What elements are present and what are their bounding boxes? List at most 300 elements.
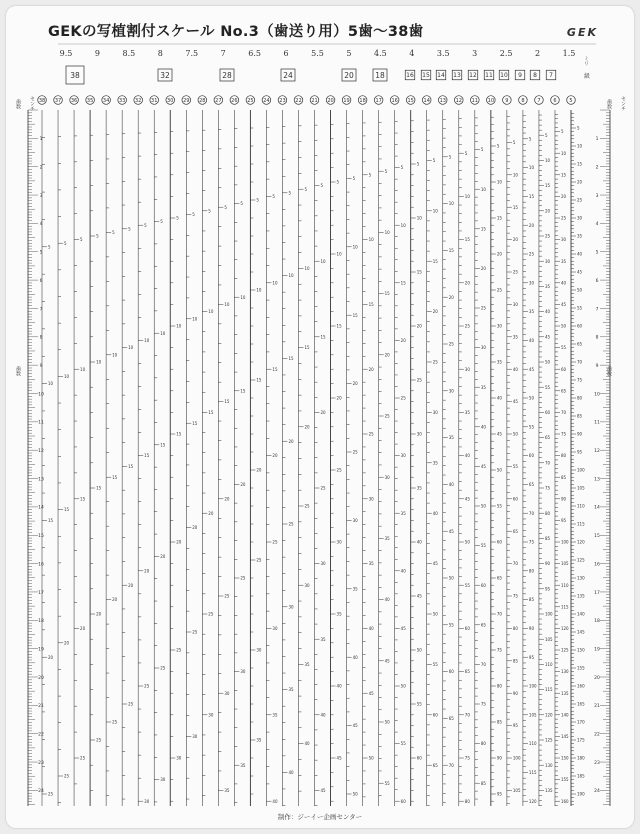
tooth-count-label: 19 <box>343 98 350 105</box>
scale-tick-label: 55 <box>464 582 470 588</box>
scale-tick-label: 25 <box>352 449 358 455</box>
scale-tick-label: 60 <box>560 366 567 372</box>
scale-tick-label: 75 <box>464 755 470 761</box>
scale-tick-label: 35 <box>240 762 246 768</box>
scale-tick-label: 75 <box>496 647 502 653</box>
right-ruler-cm-label: 2 <box>595 165 599 171</box>
right-ruler-cm-label: 3 <box>595 193 599 199</box>
scale-tick-label: 110 <box>577 503 585 509</box>
scale-tick-label: 35 <box>384 536 390 541</box>
scale-tick-label: 65 <box>512 528 518 534</box>
scale-tick-label: 50 <box>368 755 374 761</box>
mm-value-label: 1.5 <box>562 49 576 58</box>
left-ruler-bottom-label: 歯数 <box>15 366 21 376</box>
mm-value-label: 5.5 <box>311 49 324 58</box>
scale-tick-label: 90 <box>496 755 502 761</box>
scale-tick-label: 60 <box>528 453 535 459</box>
left-ruler-cm-label: 17 <box>38 590 44 596</box>
scale-tick-label: 20 <box>320 410 326 415</box>
scale-tick-label: 15 <box>336 323 342 329</box>
scale-tick-label: 35 <box>512 334 518 340</box>
tooth-count-label: 26 <box>231 98 238 105</box>
scale-tick-label: 70 <box>496 611 502 617</box>
scale-tick-label: 125 <box>560 647 569 653</box>
right-ruler-cm-label: 1 <box>595 137 599 143</box>
left-ruler-cm-label: 6 <box>39 278 43 284</box>
left-ruler-cm-label: 18 <box>38 619 44 625</box>
scale-tick-label: 15 <box>480 226 486 232</box>
tooth-count-label: 8 <box>521 98 525 105</box>
scale-tick-label: 100 <box>544 611 553 617</box>
scale-tick-label: 10 <box>208 309 214 315</box>
scale-tick-label: 40 <box>464 453 470 459</box>
scale-tick-label: 50 <box>512 431 518 437</box>
scale-tick-label: 15 <box>288 356 294 361</box>
scale-tick-label: 25 <box>432 359 438 365</box>
scale-tick-label: 10 <box>112 352 118 358</box>
scale-tick-label: 15 <box>144 453 150 459</box>
scale-tick-label: 30 <box>560 237 567 243</box>
scale-tick-label: 35 <box>288 687 294 693</box>
scale-tick-label: 110 <box>528 741 537 747</box>
scale-tick-label: 20 <box>288 438 294 444</box>
left-ruler-cm-label: 22 <box>38 732 44 738</box>
tooth-count-label: 7 <box>537 98 541 105</box>
tooth-count-label: 11 <box>471 98 479 105</box>
scale-tick-label: 50 <box>544 359 551 365</box>
scale-tick-label: 100 <box>528 683 537 689</box>
scale-tick-label: 90 <box>577 431 583 437</box>
scale-tick-label: 25 <box>176 647 182 653</box>
scale-tick-label: 5 <box>480 147 484 153</box>
scale-tick-label: 50 <box>560 323 567 329</box>
scale-tick-label: 120 <box>528 798 537 804</box>
mm-value-label: 4.5 <box>374 49 387 58</box>
scale-tick-label: 15 <box>256 377 262 383</box>
scale-tick-label: 105 <box>528 712 537 718</box>
scale-tick-label: 30 <box>256 647 262 653</box>
tooth-count-label: 35 <box>86 98 94 105</box>
right-ruler-side-label: センチ <box>620 96 626 111</box>
scale-tick-label: 30 <box>288 604 294 610</box>
scale-tick-label: 5 <box>496 143 500 149</box>
scale-tick-label: 10 <box>256 287 262 293</box>
scale-tick-label: 125 <box>577 557 585 563</box>
right-ruler-cm-label: 19 <box>594 647 600 653</box>
scale-tick-label: 55 <box>528 424 535 430</box>
scale-tick-label: 55 <box>480 543 486 549</box>
scale-tick-label: 100 <box>560 539 569 545</box>
scale-tick-label: 10 <box>144 338 150 343</box>
left-ruler-cm-label: 13 <box>38 477 44 483</box>
scale-tick-label: 20 <box>480 266 486 271</box>
footer-credit: 制作：ジーイー企画センター <box>277 813 363 821</box>
scale-tick-label: 25 <box>304 503 310 509</box>
scale-tick-label: 15 <box>577 161 583 167</box>
mm-value-label: 4 <box>409 49 415 58</box>
scale-tick-label: 45 <box>464 496 470 502</box>
scale-tick-label: 50 <box>464 539 470 545</box>
scale-tick-label: 60 <box>400 798 406 804</box>
scale-tick-label: 35 <box>544 284 551 289</box>
scale-tick-label: 10 <box>48 381 54 387</box>
left-ruler-cm-label: 16 <box>38 562 44 568</box>
size-box-label: 24 <box>283 71 293 80</box>
mm-value-label: 8 <box>157 49 163 58</box>
scale-tick-label: 20 <box>256 467 262 473</box>
scale-tick-label: 30 <box>512 302 518 307</box>
scale-tick-label: 15 <box>96 485 102 491</box>
left-ruler-cm-label: 19 <box>38 647 44 653</box>
scale-tick-label: 80 <box>544 510 551 516</box>
right-ruler-cm-label: 7 <box>595 307 599 313</box>
size-box-label: 13 <box>453 72 461 80</box>
scale-tick-label: 30 <box>496 323 502 329</box>
tooth-count-label: 18 <box>359 98 366 105</box>
scale-tick-label: 10 <box>400 222 406 228</box>
scale-tick-label: 10 <box>432 208 438 214</box>
scale-tick-label: 30 <box>448 388 454 394</box>
size-box-label: 20 <box>344 71 354 80</box>
scale-tick-label: 95 <box>544 586 551 592</box>
scale-tick-label: 20 <box>48 654 54 660</box>
right-ruler-cm-label: 17 <box>594 590 600 596</box>
tooth-count-label: 27 <box>215 98 222 105</box>
left-ruler-cm-label: 23 <box>38 760 44 766</box>
scale-tick-label: 25 <box>224 593 230 599</box>
scale-tick-label: 5 <box>368 172 372 178</box>
scale-tick-label: 30 <box>480 345 486 351</box>
scale-tick-label: 5 <box>288 190 292 196</box>
scale-tick-label: 70 <box>512 561 518 567</box>
scale-tick-label: 35 <box>496 359 502 365</box>
scale-tick-label: 85 <box>528 597 535 603</box>
scale-tick-label: 30 <box>160 777 166 783</box>
scale-tick-label: 150 <box>577 647 585 653</box>
scale-tick-label: 30 <box>544 258 551 264</box>
scale-tick-label: 170 <box>577 719 585 725</box>
scale-tick-label: 5 <box>272 194 275 199</box>
scale-tick-label: 10 <box>528 165 535 171</box>
size-box-label: 32 <box>160 71 170 80</box>
size-box-label: 8 <box>533 72 537 80</box>
scale-tick-label: 75 <box>560 431 567 437</box>
scale-tick-label: 5 <box>240 201 243 207</box>
scale-tick-label: 10 <box>544 158 551 163</box>
scale-tick-label: 25 <box>208 611 214 617</box>
scale-tick-label: 50 <box>352 791 358 797</box>
scale-tick-label: 80 <box>480 741 486 747</box>
scale-tick-label: 75 <box>528 539 535 545</box>
left-ruler-cm-label: 9 <box>39 363 43 369</box>
scale-tick-label: 70 <box>544 460 551 466</box>
scale-tick-label: 70 <box>480 662 486 667</box>
mm-value-label: 3.5 <box>436 49 450 58</box>
scale-tick-label: 135 <box>560 690 569 696</box>
scale-tick-label: 20 <box>352 381 358 387</box>
scale-tick-label: 20 <box>160 554 166 559</box>
scale-tick-label: 40 <box>400 568 406 574</box>
left-ruler-side-label: センチ <box>29 96 35 111</box>
scale-tick-label: 155 <box>577 665 585 671</box>
scale-tick-label: 65 <box>528 482 535 487</box>
tooth-count-label: 25 <box>247 98 254 105</box>
size-box-label: 14 <box>437 72 445 80</box>
right-ruler-cm-label: 22 <box>594 732 600 738</box>
scale-tick-label: 15 <box>320 334 326 340</box>
scale-tick-label: 70 <box>560 410 567 415</box>
right-ruler-top-label: 歯数 <box>606 99 612 109</box>
scale-tick-label: 65 <box>560 388 567 394</box>
scale-tick-label: 45 <box>544 334 551 340</box>
scale-tick-label: 160 <box>577 683 585 689</box>
mm-value-label: 9.5 <box>59 49 73 58</box>
scale-tick-label: 120 <box>560 626 569 631</box>
scale-tick-label: 10 <box>352 244 358 250</box>
scale-tick-label: 70 <box>464 712 470 718</box>
scale-tick-label: 5 <box>80 237 83 243</box>
scale-tick-label: 35 <box>432 460 438 466</box>
left-ruler-cm-label: 24 <box>38 789 44 795</box>
tooth-count-label: 9 <box>505 98 509 105</box>
scale-tick-label: 35 <box>224 788 230 793</box>
scale-tick-label: 15 <box>528 194 535 199</box>
scale-tick-label: 10 <box>464 194 470 199</box>
scale-tick-label: 130 <box>544 762 553 768</box>
scale-tick-label: 55 <box>400 741 406 747</box>
right-ruler-cm-label: 9 <box>595 363 599 369</box>
tooth-count-label: 23 <box>279 98 286 105</box>
scale-tick-label: 15 <box>192 420 198 426</box>
scale-tick-label: 10 <box>480 186 486 192</box>
tooth-count-label: 10 <box>487 98 495 105</box>
scale-tick-label: 95 <box>528 654 535 660</box>
right-ruler-cm-label: 8 <box>595 335 599 341</box>
scale-tick-label: 30 <box>352 518 358 523</box>
scale-tick-label: 15 <box>160 442 166 448</box>
scale-tick-label: 25 <box>112 719 118 725</box>
scale-tick-label: 5 <box>176 215 179 221</box>
scale-tick-label: 15 <box>448 248 454 253</box>
tooth-count-label: 6 <box>553 98 557 105</box>
scale-tick-label: 55 <box>432 662 438 667</box>
tooth-count-label: 33 <box>118 98 126 105</box>
scale-tick-label: 20 <box>336 395 342 401</box>
scale-tick-label: 35 <box>320 636 326 642</box>
scale-tick-label: 10 <box>560 150 567 156</box>
scale-tick-label: 20 <box>304 424 310 430</box>
scale-tick-label: 30 <box>320 561 326 567</box>
scale-tick-label: 5 <box>336 179 340 185</box>
scale-tick-label: 95 <box>577 449 583 455</box>
scale-tick-label: 20 <box>496 251 502 257</box>
scale-tick-label: 105 <box>512 788 521 793</box>
right-ruler-cm-label: 24 <box>594 789 600 795</box>
scale-tick-label: 5 <box>304 186 308 192</box>
scale-tick-label: 20 <box>112 597 118 603</box>
tooth-count-label: 28 <box>199 98 206 105</box>
tooth-count-label: 32 <box>134 98 142 105</box>
scale-tick-label: 25 <box>144 683 150 689</box>
scale-tick-label: 5 <box>320 183 324 189</box>
scale-tick-label: 30 <box>432 410 438 415</box>
scale-tick-label: 15 <box>80 496 86 502</box>
scale-tick-label: 10 <box>192 316 198 322</box>
scale-tick-label: 190 <box>577 791 585 797</box>
scale-tick-label: 15 <box>304 345 310 351</box>
scale-tick-label: 60 <box>432 712 438 718</box>
scale-tick-label: 35 <box>272 712 278 718</box>
left-ruler-top-label: 歯数 <box>15 99 21 109</box>
scale-tick-label: 40 <box>352 654 358 660</box>
scale-tick-label: 40 <box>368 626 374 631</box>
left-ruler-cm-label: 3 <box>39 193 43 199</box>
scale-tick-label: 35 <box>352 586 358 592</box>
left-ruler-cm-label: 14 <box>38 505 44 511</box>
scale-tick-label: 55 <box>496 503 502 509</box>
scale-tick-label: 175 <box>577 737 585 743</box>
scale-tick-label: 60 <box>544 410 551 415</box>
scale-tick-label: 50 <box>577 287 583 293</box>
scale-tick-label: 10 <box>80 366 86 372</box>
scale-tick-label: 25 <box>496 287 502 293</box>
scale-tick-label: 5 <box>577 125 580 131</box>
scale-tick-label: 50 <box>528 395 535 401</box>
scale-tick-label: 25 <box>272 539 278 545</box>
scale-tick-label: 35 <box>304 662 310 667</box>
scale-tick-label: 25 <box>48 791 54 797</box>
scale-tick-label: 35 <box>368 561 374 567</box>
scale-tick-label: 65 <box>448 716 454 721</box>
scale-tick-label: 105 <box>560 561 569 567</box>
scale-tick-label: 10 <box>160 330 166 336</box>
scale-tick-label: 40 <box>560 280 567 286</box>
scale-tick-label: 25 <box>256 557 262 563</box>
scale-tick-label: 20 <box>432 309 438 315</box>
scale-tick-label: 20 <box>96 611 102 617</box>
scale-tick-label: 5 <box>112 230 115 235</box>
size-box-label: 15 <box>422 72 430 80</box>
scale-tick-label: 140 <box>560 712 569 718</box>
scale-tick-label: 25 <box>336 467 342 473</box>
scale-tick-label: 25 <box>128 701 134 707</box>
scale-tick-label: 5 <box>544 132 548 138</box>
scale-tick-label: 15 <box>240 388 246 394</box>
scale-tick-label: 30 <box>464 366 470 372</box>
scale-tick-label: 20 <box>464 280 470 286</box>
scale-tick-label: 10 <box>416 215 422 221</box>
scale-tick-label: 85 <box>560 474 567 480</box>
scale-tick-label: 45 <box>416 593 422 599</box>
scale-tick-label: 60 <box>464 626 470 631</box>
scale-tick-label: 15 <box>128 464 134 469</box>
tooth-count-label: 24 <box>263 98 270 105</box>
scale-tick-label: 35 <box>256 737 262 743</box>
size-box-label: 11 <box>485 72 493 80</box>
scale-tick-label: 75 <box>480 701 486 707</box>
scale-tick-label: 110 <box>544 662 553 667</box>
right-ruler-cm-label: 12 <box>594 449 600 454</box>
scale-tick-label: 30 <box>577 215 583 221</box>
scale-tick-label: 60 <box>577 323 583 329</box>
scale-tick-label: 10 <box>176 323 182 329</box>
scale-tick-label: 40 <box>288 770 294 775</box>
scale-tick-label: 90 <box>512 690 518 696</box>
scale-tick-label: 30 <box>144 798 150 804</box>
right-ruler-cm-label: 6 <box>595 278 599 284</box>
scale-tick-label: 5 <box>256 197 259 203</box>
scale-tick-label: 150 <box>560 755 569 761</box>
scale-tick-label: 20 <box>192 525 198 531</box>
scale-tick-label: 40 <box>577 251 583 257</box>
scale-tick-label: 50 <box>480 503 486 509</box>
scale-tick-label: 115 <box>528 770 537 775</box>
left-ruler-cm-label: 12 <box>38 449 44 454</box>
scale-tick-label: 130 <box>577 575 585 581</box>
scale-tick-label: 20 <box>544 208 551 214</box>
scale-tick-label: 50 <box>496 467 502 473</box>
scale-tick-label: 5 <box>128 226 131 232</box>
scale-tick-label: 20 <box>416 323 422 329</box>
mm-value-label: 9 <box>94 49 100 58</box>
scale-tick-label: 5 <box>464 150 468 156</box>
scale-tick-label: 25 <box>96 737 102 743</box>
scale-tick-label: 160 <box>560 798 569 804</box>
scale-tick-label: 15 <box>176 431 182 437</box>
scale-tick-label: 25 <box>560 215 567 221</box>
scale-tick-label: 45 <box>496 431 502 437</box>
scale-tick-label: 15 <box>64 507 70 513</box>
scale-tick-label: 115 <box>560 604 569 610</box>
scale-tick-label: 15 <box>512 204 518 210</box>
right-ruler-bottom-label: 歯数 <box>606 366 612 376</box>
scale-tick-label: 15 <box>496 215 502 221</box>
tooth-count-label: 34 <box>102 98 110 105</box>
tooth-count-label: 22 <box>295 98 302 105</box>
scale-tick-label: 45 <box>528 366 535 372</box>
scale-tick-label: 15 <box>560 172 567 178</box>
mm-value-label: 8.5 <box>122 49 136 58</box>
scale-tick-label: 45 <box>448 528 454 534</box>
scale-tick-label: 75 <box>577 377 583 383</box>
scale-tick-label: 30 <box>400 453 406 459</box>
scale-tick-label: 85 <box>480 780 486 786</box>
left-ruler-cm-label: 21 <box>38 704 44 710</box>
tooth-count-label: 29 <box>183 98 190 105</box>
scale-tick-label: 100 <box>577 467 585 473</box>
scale-tick-label: 25 <box>384 413 390 419</box>
scale-tick-label: 55 <box>448 622 454 628</box>
scale-tick-label: 5 <box>384 168 388 174</box>
scale-tick-label: 15 <box>384 291 390 297</box>
scale-tick-label: 10 <box>384 230 390 235</box>
scale-tick-label: 35 <box>400 510 406 516</box>
scale-tick-label: 135 <box>577 593 585 599</box>
scale-tick-label: 130 <box>560 669 569 675</box>
scale-tick-label: 145 <box>577 629 585 635</box>
scale-tick-label: 5 <box>160 219 163 225</box>
scale-tick-label: 90 <box>528 626 535 631</box>
scale-tick-label: 120 <box>544 712 553 718</box>
size-box-label: 12 <box>469 72 477 80</box>
scale-tick-label: 30 <box>336 539 342 545</box>
scale-tick-label: 65 <box>544 435 551 441</box>
scale-tick-label: 30 <box>528 280 535 286</box>
scale-tick-label: 15 <box>432 258 438 264</box>
scale-tick-label: 25 <box>64 773 70 779</box>
size-box-label: 10 <box>500 72 508 80</box>
scale-tick-label: 10 <box>288 273 294 279</box>
